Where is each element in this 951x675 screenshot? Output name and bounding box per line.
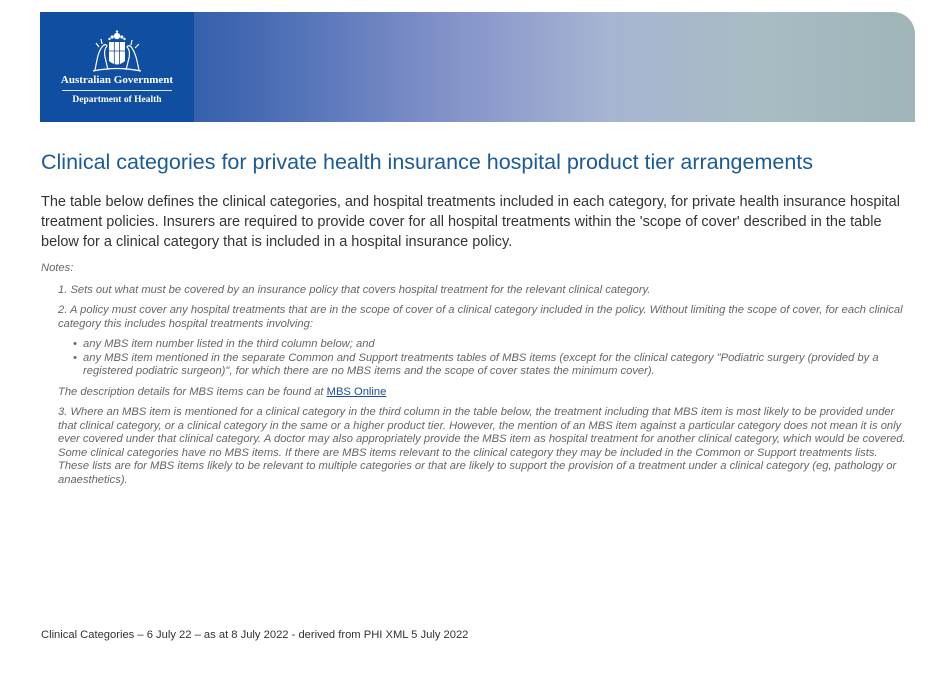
mbs-description-text: The description details for MBS items can be found at: [58, 385, 324, 398]
mbs-online-link[interactable]: MBS Online: [326, 385, 387, 398]
list-item: [41, 338, 911, 352]
note-2: 2. A policy must cover any hospital treatments that are in the scope of cover of a clinical category included in the policy. Without limiting the scope of cover, for each clinical category this includes hospital treatments involving:: [58, 304, 903, 330]
notes-section: [41, 262, 911, 487]
bullet-text-1: any MBS item number listed in the third column below; and: [83, 338, 375, 350]
bullet-icon: •: [73, 338, 77, 350]
intro-paragraph: The table below defines the clinical categories, and hospital treatments included in each category, for private health insurance hospital treatment policies. Insurers are required to provide cover for all hospital treatments within the 'scope of cover' described in the table below for a clinical category that is included in a hospital insurance policy.: [41, 194, 900, 250]
note-1: 1. Sets out what must be covered by an insurance policy that covers hospital treatment for the relevant clinical category.: [58, 283, 651, 296]
header-banner: [40, 12, 915, 122]
notes-heading: Notes:: [41, 262, 74, 274]
bullet-icon: •: [73, 351, 77, 364]
government-name: Australian Government: [60, 74, 174, 86]
bullet-text-2: any MBS item mentioned in the separate Common and Support treatments tables of MBS items (except for the clinical category "Podiatric surgery (provided by a registered podiatric surgeon)", for which there are no MBS items and the scope of cover states the minimum cover).: [83, 351, 879, 377]
list-item: [41, 352, 911, 379]
department-name: Department of Health: [72, 95, 162, 105]
note-3: 3. Where an MBS item is mentioned for a clinical category in the third column in the table below, the treatment including that MBS item is most likely to be provided under that clinical category, or a clinical category in the same or a higher product tier. However, the mention of an MBS item against a particular category does not mean it is only ever covered under that clinical category. A doctor may also appropriately provide the MBS item as hospital treatment for another clinical category, which would be covered. Some clinical categories have no MBS items. If there are MBS items relevant to the clinical category they may be included in the Common or Support treatments lists. These lists are for MBS items likely to be relevant to multiple categories or that are likely to support the provision of a treatment under a clinical category (eg, pathology or anaesthetics).: [58, 406, 906, 486]
government-logo: [40, 12, 194, 122]
coat-of-arms-icon: [90, 30, 144, 72]
mbs-description-line: [41, 386, 911, 400]
logo-divider: [62, 90, 172, 91]
footer-text: Clinical Categories – 6 July 22 – as at 8 July 2022 - derived from PHI XML 5 July 2022: [41, 629, 469, 641]
page-title: Clinical categories for private health insurance hospital product tier arrangements: [41, 150, 814, 174]
